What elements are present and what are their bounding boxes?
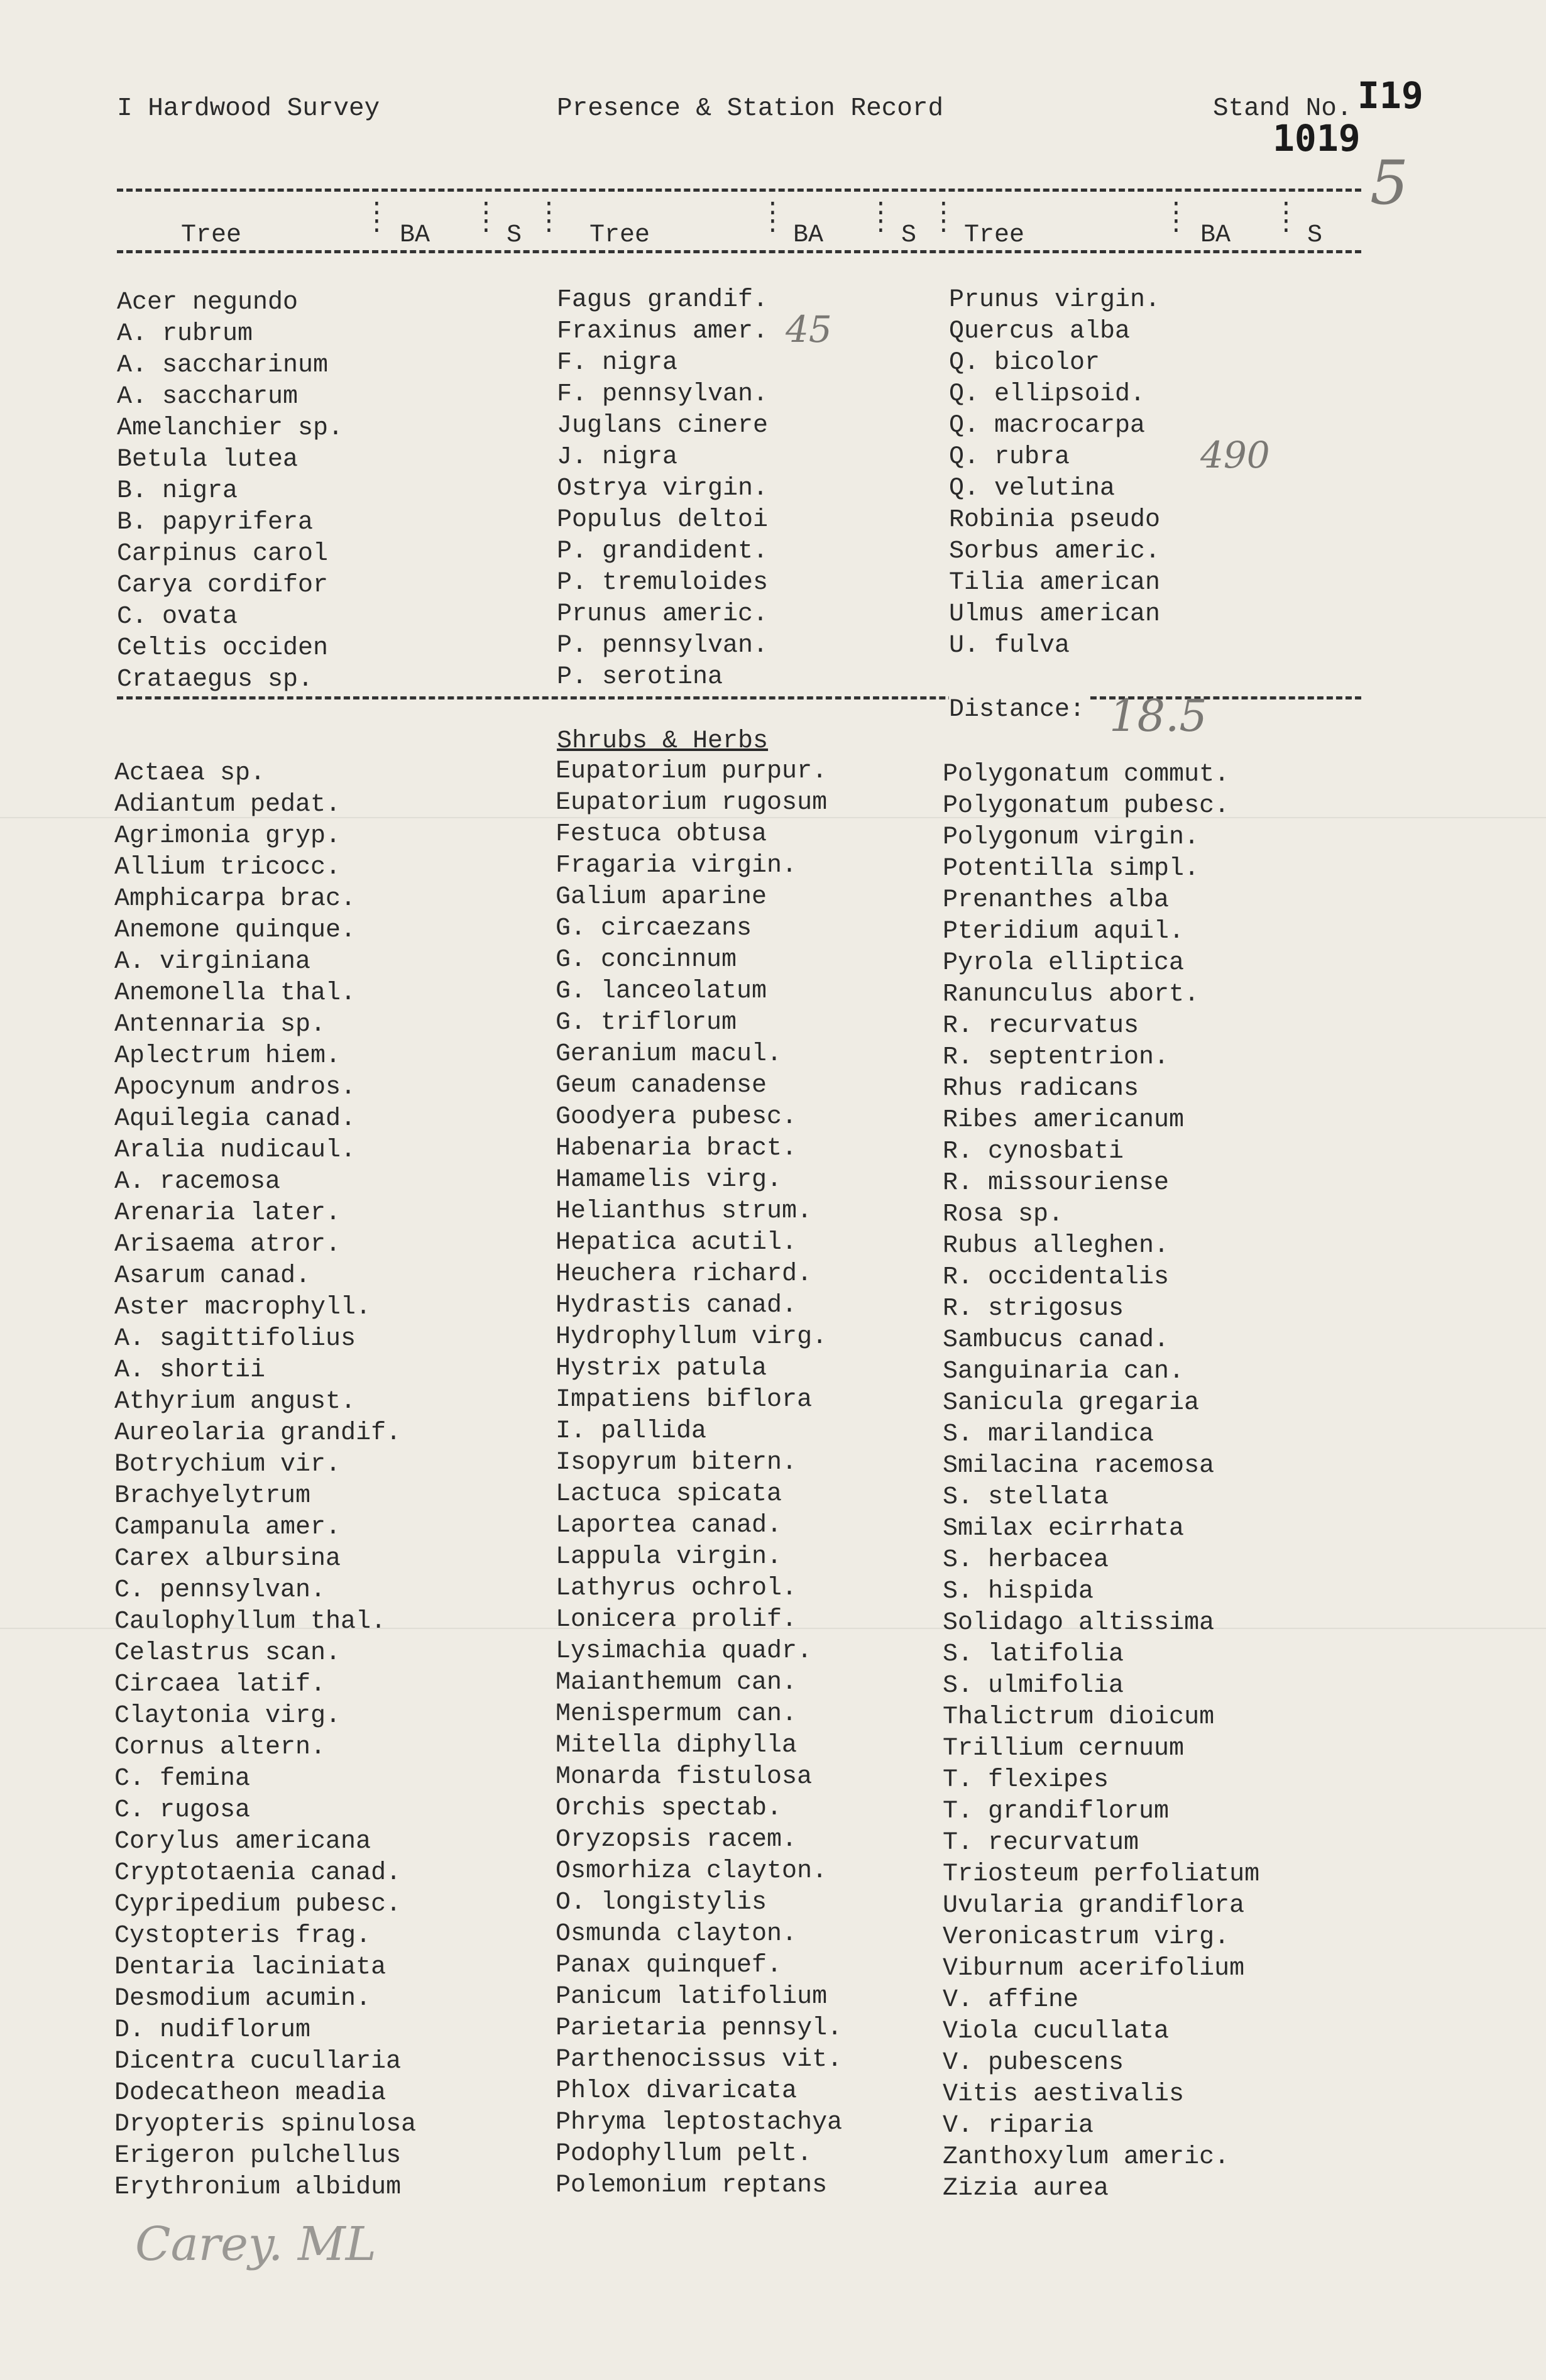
stand-number-label: Stand No. <box>1213 94 1352 123</box>
list-item: Anemonella thal. <box>114 979 356 1007</box>
list-item: Athyrium angust. <box>114 1388 356 1416</box>
list-item: Panax quinquef. <box>556 1951 782 1980</box>
list-item: Prenanthes alba <box>943 886 1170 914</box>
list-item: G. lanceolatum <box>556 977 767 1006</box>
form-title: I Hardwood Survey <box>117 94 380 123</box>
list-item: U. fulva <box>949 632 1070 660</box>
list-item: G. triflorum <box>556 1009 737 1037</box>
list-item: Q. macrocarpa <box>949 412 1146 440</box>
list-item: P. serotina <box>557 663 723 691</box>
col-header-s: S <box>901 221 917 250</box>
list-item: Triosteum perfoliatum <box>943 1860 1260 1889</box>
list-item: Hydrophyllum virg. <box>556 1323 828 1351</box>
col-header-tree: Tree <box>181 221 242 250</box>
list-item: Hamamelis virg. <box>556 1166 782 1194</box>
list-item: Asarum canad. <box>114 1262 311 1290</box>
herb-list-col2 <box>556 756 842 2202</box>
list-item: Actaea sp. <box>114 759 266 787</box>
list-item: Polemonium reptans <box>556 2171 828 2200</box>
stand-number-stamp: I19 <box>1357 74 1423 117</box>
list-item: Allium tricocc. <box>114 853 341 882</box>
list-item: Q. ellipsoid. <box>949 380 1146 409</box>
list-item: Amphicarpa brac. <box>114 885 356 913</box>
list-item: Solidago altissima <box>943 1609 1215 1637</box>
list-item: Fragaria virgin. <box>556 852 798 880</box>
list-item: Osmunda clayton. <box>556 1920 798 1948</box>
list-item: Sanguinaria can. <box>943 1357 1185 1386</box>
list-item: G. concinnum <box>556 946 737 974</box>
list-item: Dryopteris spinulosa <box>114 2110 417 2139</box>
list-item: Caulophyllum thal. <box>114 1608 386 1636</box>
column-separator: : : <box>1169 195 1183 239</box>
list-item: Ranunculus abort. <box>943 980 1200 1009</box>
list-item: Sambucus canad. <box>943 1326 1170 1354</box>
list-item: S. stellata <box>943 1483 1109 1511</box>
shrubs-herbs-title: Shrubs & Herbs <box>557 727 769 755</box>
list-item: T. grandiflorum <box>943 1797 1170 1826</box>
list-item: Rhus radicans <box>943 1075 1139 1103</box>
list-item: A. racemosa <box>114 1168 281 1196</box>
list-item: Botrychium vir. <box>114 1450 341 1479</box>
list-item: Celtis occiden <box>117 634 329 662</box>
list-item: Erythronium albidum <box>114 2173 402 2202</box>
col-header-tree: Tree <box>964 221 1025 250</box>
distance-label: Distance: <box>949 696 1088 724</box>
list-item: Sanicula gregaria <box>943 1389 1200 1417</box>
list-item: R. strigosus <box>943 1295 1124 1323</box>
list-item: C. rugosa <box>114 1796 251 1824</box>
list-item: Fraxinus amer. <box>557 317 769 346</box>
list-item: Eupatorium rugosum <box>556 789 828 817</box>
list-item: Cornus altern. <box>114 1733 326 1762</box>
list-item: Festuca obtusa <box>556 820 767 848</box>
list-item: Prunus americ. <box>557 600 769 628</box>
list-item: Lysimachia quadr. <box>556 1637 813 1665</box>
list-item: Antennaria sp. <box>114 1011 326 1039</box>
list-item: Isopyrum bitern. <box>556 1449 798 1477</box>
list-item: Rubus alleghen. <box>943 1232 1170 1260</box>
handwritten-distance: 18.5 <box>1109 690 1207 742</box>
list-item: Erigeron pulchellus <box>114 2142 402 2170</box>
form-subtitle: Presence & Station Record <box>557 94 944 123</box>
herb-list-col3 <box>943 759 1259 2205</box>
list-item: Geranium macul. <box>556 1040 782 1068</box>
column-separator: : : <box>1279 195 1293 239</box>
list-item: Uvularia grandiflora <box>943 1892 1245 1920</box>
list-item: Aplectrum hiem. <box>114 1042 341 1070</box>
list-item: A. shortii <box>114 1356 266 1385</box>
list-item: Corylus americana <box>114 1828 371 1856</box>
list-item: F. nigra <box>557 349 678 377</box>
header-dashed-rule <box>117 189 1361 192</box>
list-item: Aralia nudicaul. <box>114 1136 356 1165</box>
list-item: Acer negundo <box>117 288 299 317</box>
list-item: Ostrya virgin. <box>557 474 769 503</box>
list-item: Arisaema atror. <box>114 1231 341 1259</box>
list-item: R. cynosbati <box>943 1138 1124 1166</box>
list-item: S. marilandica <box>943 1420 1154 1449</box>
list-item: T. flexipes <box>943 1766 1109 1794</box>
list-item: Q. rubra <box>949 443 1070 471</box>
list-item: Galium aparine <box>556 883 767 911</box>
list-item: A. sagittifolius <box>114 1325 356 1353</box>
list-item: Phlox divaricata <box>556 2077 798 2105</box>
list-item: Anemone quinque. <box>114 916 356 945</box>
list-item: Prunus virgin. <box>949 286 1161 314</box>
list-item: Parietaria pennsyl. <box>556 2014 843 2043</box>
list-item: Maianthemum can. <box>556 1669 798 1697</box>
handwritten-stand-extra: 5 <box>1370 148 1409 218</box>
list-item: Zizia aurea <box>943 2174 1109 2203</box>
list-item: Potentilla simpl. <box>943 855 1200 883</box>
list-item: P. pennsylvan. <box>557 632 769 660</box>
list-item: Robinia pseudo <box>949 506 1161 534</box>
list-item: S. latifolia <box>943 1640 1124 1669</box>
col-header-tree: Tree <box>589 221 650 250</box>
list-item: Dodecatheon meadia <box>114 2079 386 2107</box>
list-item: B. papyrifera <box>117 508 314 537</box>
stand-number-stamp: 1019 <box>1273 117 1361 160</box>
list-item: P. grandident. <box>557 537 769 566</box>
list-item: Geum canadense <box>556 1072 767 1100</box>
list-item: Orchis spectab. <box>556 1794 782 1823</box>
list-item: Veronicastrum virg. <box>943 1923 1230 1951</box>
list-item: T. recurvatum <box>943 1829 1139 1857</box>
list-item: Aureolaria grandif. <box>114 1419 402 1447</box>
herb-list-col1 <box>114 758 416 2203</box>
header-dashed-rule <box>117 250 1361 253</box>
list-item: Aquilegia canad. <box>114 1105 356 1133</box>
list-item: Dentaria laciniata <box>114 1953 386 1982</box>
handwritten-quercus-ba: 490 <box>1200 434 1270 476</box>
tree-list-col3 <box>949 285 1160 662</box>
list-item: Dicentra cucullaria <box>114 2048 402 2076</box>
list-item: V. affine <box>943 1986 1079 2014</box>
list-item: Thalictrum dioicum <box>943 1703 1215 1731</box>
list-item: O. longistylis <box>556 1889 767 1917</box>
list-item: C. ovata <box>117 603 238 631</box>
list-item: Quercus alba <box>949 317 1131 346</box>
list-item: Q. bicolor <box>949 349 1100 377</box>
list-item: Lactuca spicata <box>556 1480 782 1508</box>
list-item: Mitella diphylla <box>556 1731 798 1760</box>
list-item: Laportea canad. <box>556 1511 782 1540</box>
list-item: Oryzopsis racem. <box>556 1826 798 1854</box>
list-item: A. saccharinum <box>117 351 329 380</box>
list-item: Ulmus american <box>949 600 1161 628</box>
list-item: V. pubescens <box>943 2049 1124 2077</box>
list-item: Hepatica acutil. <box>556 1229 798 1257</box>
list-item: Trillium cernuum <box>943 1735 1185 1763</box>
list-item: Helianthus strum. <box>556 1197 813 1226</box>
list-item: S. hispida <box>943 1577 1094 1606</box>
list-item: Juglans cinere <box>557 412 769 440</box>
list-item: Lappula virgin. <box>556 1543 782 1571</box>
handwritten-signature: Carey. ML <box>135 2217 376 2271</box>
list-item: Apocynum andros. <box>114 1073 356 1102</box>
list-item: Parthenocissus vit. <box>556 2046 843 2074</box>
list-item: A. rubrum <box>117 320 253 348</box>
list-item: Carex albursina <box>114 1545 341 1573</box>
list-item: Menispermum can. <box>556 1700 798 1728</box>
column-separator: : : <box>936 195 951 239</box>
list-item: Heuchera richard. <box>556 1260 813 1288</box>
list-item: Smilacina racemosa <box>943 1452 1215 1480</box>
column-separator: : : <box>765 195 780 239</box>
col-header-ba: BA <box>793 221 824 250</box>
column-separator: : : <box>370 195 384 239</box>
list-item: Lonicera prolif. <box>556 1606 798 1634</box>
list-item: Claytonia virg. <box>114 1702 341 1730</box>
list-item: Impatiens biflora <box>556 1386 813 1414</box>
list-item: Smilax ecirrhata <box>943 1515 1185 1543</box>
list-item: R. septentrion. <box>943 1043 1170 1072</box>
list-item: Viola cucullata <box>943 2017 1170 2046</box>
list-item: Tilia american <box>949 569 1161 597</box>
list-item: Desmodium acumin. <box>114 1985 371 2013</box>
list-item: R. missouriense <box>943 1169 1170 1197</box>
list-item: R. occidentalis <box>943 1263 1170 1291</box>
list-item: Cypripedium pubesc. <box>114 1890 402 1919</box>
list-item: Zanthoxylum americ. <box>943 2143 1230 2171</box>
list-item: Adiantum pedat. <box>114 791 341 819</box>
list-item: Sorbus americ. <box>949 537 1161 566</box>
list-item: Agrimonia gryp. <box>114 822 341 850</box>
list-item: C. femina <box>114 1765 251 1793</box>
list-item: Crataegus sp. <box>117 666 314 694</box>
list-item: S. ulmifolia <box>943 1672 1124 1700</box>
list-item: Hydrastis canad. <box>556 1291 798 1320</box>
list-item: Cryptotaenia canad. <box>114 1859 402 1887</box>
list-item: Carpinus carol <box>117 540 329 568</box>
list-item: Betula lutea <box>117 446 299 474</box>
list-item: Osmorhiza clayton. <box>556 1857 828 1885</box>
list-item: Cystopteris frag. <box>114 1922 371 1950</box>
list-item: Fagus grandif. <box>557 286 769 314</box>
list-item: C. pennsylvan. <box>114 1576 326 1604</box>
list-item: F. pennsylvan. <box>557 380 769 409</box>
list-item: I. pallida <box>556 1417 707 1445</box>
list-item: J. nigra <box>557 443 678 471</box>
list-item: Aster macrophyll. <box>114 1293 371 1322</box>
column-separator: : : <box>479 195 493 239</box>
list-item: Monarda fistulosa <box>556 1763 813 1791</box>
list-item: V. riparia <box>943 2112 1094 2140</box>
list-item: Carya cordifor <box>117 571 329 600</box>
list-item: Viburnum acerifolium <box>943 1955 1245 1983</box>
list-item: Celastrus scan. <box>114 1639 341 1667</box>
list-item: Pyrola elliptica <box>943 949 1185 977</box>
list-item: Brachyelytrum <box>114 1482 311 1510</box>
list-item: Populus deltoi <box>557 506 769 534</box>
list-item: Rosa sp. <box>943 1200 1064 1229</box>
list-item: R. recurvatus <box>943 1012 1139 1040</box>
list-item: Polygonatum commut. <box>943 760 1230 789</box>
list-item: Podophyllum pelt. <box>556 2140 813 2168</box>
list-item: Campanula amer. <box>114 1513 341 1542</box>
list-item: P. tremuloides <box>557 569 769 597</box>
list-item: B. nigra <box>117 477 238 505</box>
list-item: Lathyrus ochrol. <box>556 1574 798 1603</box>
tree-list-col2 <box>557 285 768 693</box>
list-item: Habenaria bract. <box>556 1134 798 1163</box>
list-item: G. circaezans <box>556 914 752 943</box>
col-header-ba: BA <box>400 221 430 250</box>
list-item: A. virginiana <box>114 948 311 976</box>
list-item: Pteridium aquil. <box>943 918 1185 946</box>
col-header-s: S <box>507 221 522 250</box>
list-item: Polygonatum pubesc. <box>943 792 1230 820</box>
col-header-s: S <box>1307 221 1323 250</box>
column-separator: : : <box>874 195 888 239</box>
handwritten-fraxinus-ba: 45 <box>786 308 832 351</box>
list-item: S. herbacea <box>943 1546 1109 1574</box>
list-item: Phryma leptostachya <box>556 2109 843 2137</box>
list-item: Eupatorium purpur. <box>556 757 828 786</box>
list-item: Polygonum virgin. <box>943 823 1200 852</box>
column-separator: : : <box>542 195 556 239</box>
list-item: Goodyera pubesc. <box>556 1103 798 1131</box>
list-item: Vitis aestivalis <box>943 2080 1185 2109</box>
list-item: Amelanchier sp. <box>117 414 344 442</box>
list-item: Circaea latif. <box>114 1670 326 1699</box>
list-item: A. saccharum <box>117 383 299 411</box>
col-header-ba: BA <box>1200 221 1231 250</box>
list-item: Arenaria later. <box>114 1199 341 1227</box>
list-item: D. nudiflorum <box>114 2016 311 2044</box>
list-item: Ribes americanum <box>943 1106 1185 1134</box>
list-item: Q. velutina <box>949 474 1116 503</box>
list-item: Panicum latifolium <box>556 1983 828 2011</box>
tree-list-col1 <box>117 287 343 696</box>
list-item: Hystrix patula <box>556 1354 767 1383</box>
